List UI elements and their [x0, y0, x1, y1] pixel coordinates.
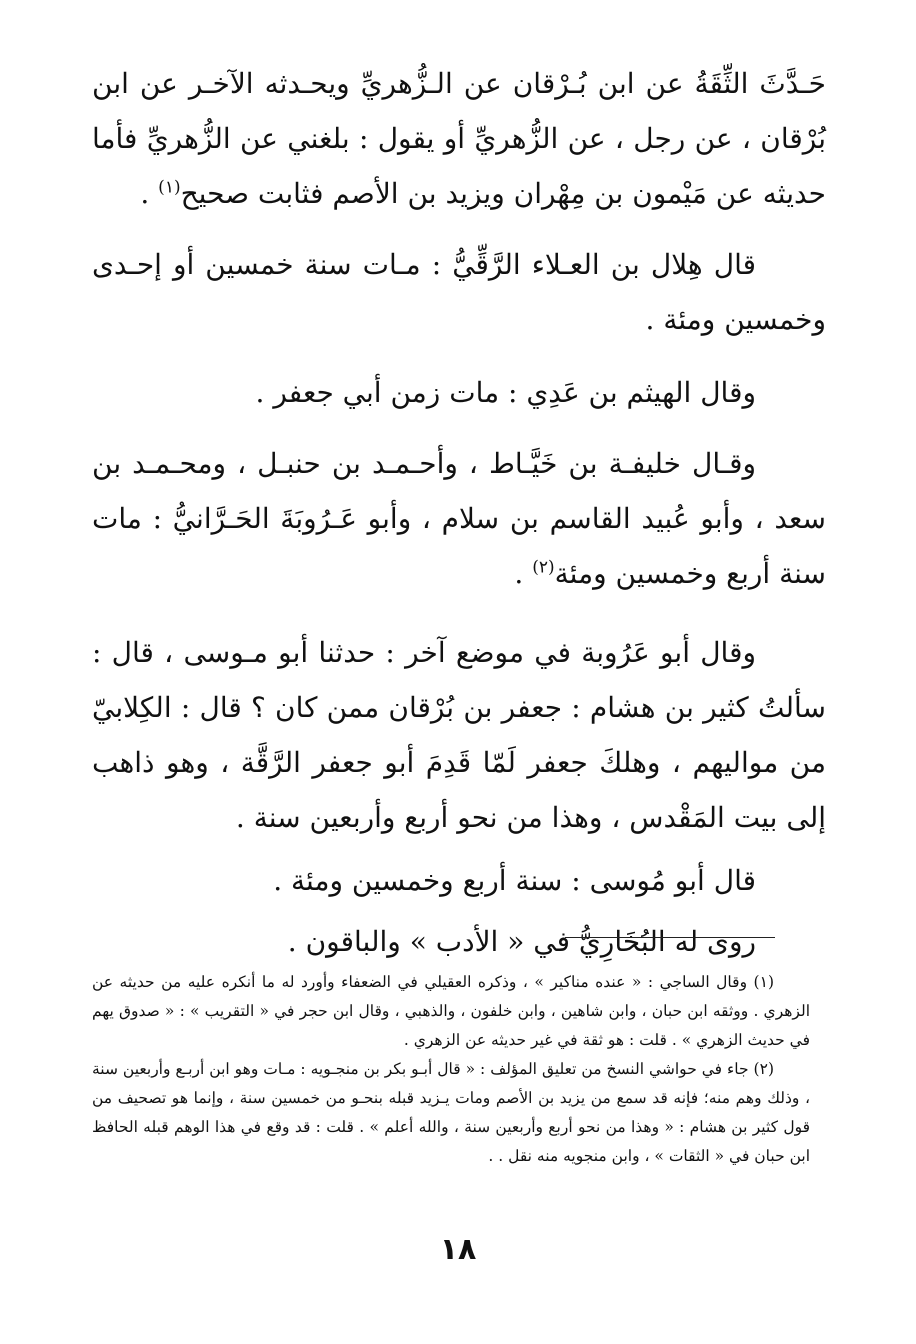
paragraph-2: قال هِلال بن العـلاء الرَّقِّيُّ : مـات سنة خمسين أو إحـدى وخمسين ومئة . — [92, 248, 826, 336]
footnotes — [92, 968, 810, 1171]
footnote-2: (٢) جاء في حواشي النسخ من تعليق المؤلف : « قال أبـو بكر بن منجـويه : مـات وهو ابن أربـع وأربعين سنة ، وذلك وهم منه؛ فإنه قد سمع من يزيد بن الأصم ومات يـزيد قبله بنحـو من خمسين سنة ، وإنما هو تصحيف من قول كثير بن هشام : « وهذا من نحو أربع وأربعين سنة ، والله أعلم » . قلت : قد وقع في هذا الوهم قبله الحافظ ابن حبان في « الثقات » ، وابن منجويه منه نقل . . — [92, 1060, 810, 1165]
footnote-1: (١) وقال الساجي : « عنده مناكير » ، وذكره العقيلي في الضعفاء وأورد له ما أنكره عليه من حديثه عن الزهري . ووثقه ابن حبان ، وابن شاهين ، وابن خلفون ، والذهبي ، وقال ابن حجر في « التقريب » : « صدوق يهم في حديث الزهري » . قلت : هو ثقة في غير حديثه عن الزهري . — [92, 973, 810, 1049]
paragraph-3: وقال الهيثم بن عَدِي : مات زمن أبي جعفر . — [255, 376, 756, 409]
paragraph-1 — [92, 56, 826, 221]
paragraph-4-end: . — [514, 557, 533, 590]
paragraph-4-text: وقـال خليفـة بن خَيَّـاط ، وأحـمـد بن حنبـل ، ومحـمـد بن سعد ، وأبو عُبيد القاسم بن سلام ، وأبو عَـرُوبَةَ الحَـرَّانيُّ : مات سنة أربع وخمسين ومئة — [92, 447, 826, 590]
paragraph-4 — [92, 436, 826, 601]
paragraph-5: وقال أبو عَرُوبة في موضع آخر : حدثنا أبو مـوسى ، قال : سألتُ كثير بن هشام : جعفر بن بُرْقان ممن كان ؟ قال : الكِلابيّ من مواليهم ، وهلكَ جعفر لَمّا قَدِمَ أبو جعفر الرَّقَّة ، وهو ذاهب إلى بيت المَقْدس ، وهذا من نحو أربع وأربعين سنة . — [92, 636, 826, 834]
paragraph-7: روى له البُخَارِيُّ في « الأدب » والباقون . — [287, 925, 756, 958]
main-text — [92, 56, 826, 969]
footnote-ref-2[interactable]: (٢) — [532, 557, 555, 578]
footnote-ref-1[interactable]: (١) — [158, 177, 181, 198]
paragraph-1-text: حَـدَّثَ الثِّقَةُ عن ابن بُـرْقان عن الـزُّهريِّ ويحـدثه الآخـر عن ابن بُرْقان ، عن رجل ، عن الزُّهريِّ أو يقول : بلغني عن الزُّهريِّ فأما حديثه عن مَيْمون بن مِهْران ويزيد بن الأصم فثابت صحيح — [92, 67, 826, 210]
paragraph-1-end: . — [140, 177, 159, 210]
paragraph-6: قال أبو مُوسى : سنة أربع وخمسين ومئة . — [273, 864, 756, 897]
footnote-separator — [565, 937, 775, 938]
page-number: ١٨ — [439, 1232, 477, 1267]
